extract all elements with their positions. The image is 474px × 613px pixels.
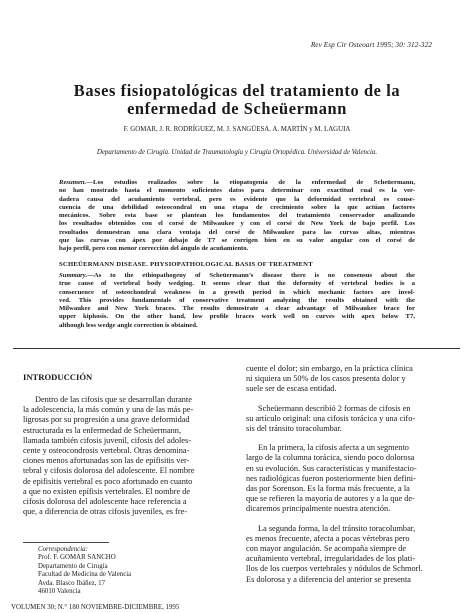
text-line: con mayor angulación. Se acompaña siempre de [246,544,407,554]
section-heading-introduccion: INTRODUCCIÓN [23,372,93,382]
text-line: cuente el dolor; sin embargo, en la práctica clínica [246,364,413,373]
body-column-left [23,395,231,517]
abstract-line: no han mostrado hasta el momento suficientes datos para determinar con exactitud cual es la ver- [59,187,415,195]
text-line: suele ser de escasa entidad. [246,384,337,394]
summary-line: upper kiphosis. On the other hand, low profile braces work well on curves with apex below T7, [59,313,415,321]
correspondence-line: Facultad de Medicina de Valencia [38,571,132,579]
abstract-line: que las curvas con ápex por debajo de T7 se corrigen bien en su valor angular con el corsé de [59,237,415,245]
text-line: a que no existen epífisis vertebrales. El nombre de [23,486,191,496]
text-line: estructurada es la enfermedad de Scheüermann, [23,425,182,435]
article-title [0,82,474,118]
text-line: nes radiológicas fueron posteriormente bien defini- [246,473,416,483]
summary-line: consecuence of osteochondral weakness in a growth period in which mechanic factors are invol- [59,288,415,296]
text-line: de epifisitis vertebral es poco afortunado en cuanto [23,476,193,486]
abstract-english [59,272,415,330]
text-line: es menos frecuente, afecta a pocas vértebras pero [246,533,410,543]
summary-line: Milwaukee and New York braces. The results demostrate a clear advantage of Milwaukee brace for [59,305,415,313]
abstract-line: cuencia de una debilidad osteocondral en una etapa de crecimiento sobre la que actúan factores [59,203,415,211]
body-column-right [246,364,454,585]
text-line: llos de los cuerpos vertebrales y nódulos de Schmorl. [246,564,423,574]
text-line: la adolescencia, la más común y una de las más pe- [23,405,194,415]
journal-reference: Rev Esp Cir Osteoart 1995; 30: 312-322 [310,41,432,49]
text-line: su artículo original: una cifosis torácica y una cifo- [246,413,416,423]
text-line: que se refieren la mayoría de autores y a la que de- [246,494,415,504]
abstract-text: —Los estudios realizados sobre la etiopatogenia de la enfermedad de Scheüermann, [86,179,415,186]
text-line: Scheüermann describió 2 formas de cifosis en [258,403,411,413]
text-line: que, a diferencia de otras cifosis juveniles, es fre- [23,507,188,517]
abstract-line [59,179,415,187]
correspondence-line: Avda. Blasco Ibáñez, 17 [38,579,106,587]
text-line: das por Sorenson. Es la forma más frecuente, a la [246,484,410,494]
text-line: acuñamiento vertebral, irregularidades de los plati- [246,554,416,564]
summary-line: true cause of vertebral body wedging. It seems clear that the deformity of vertebral bodies is a [59,280,415,288]
title-line-2: enfermedad de Scheüermann [127,99,347,118]
abstract-line: bajo perfil, pero con menor corrección del ángulo de acuñamiento. [59,245,249,253]
text-line: ligrosas por su progresión a una grave deformidad [23,415,190,425]
correspondence-rule [23,542,109,543]
summary-line: ved. This provides fundamentals of conservative treatment analyzing the results obtained with the [59,296,415,304]
resumen-label: Resumen. [59,179,87,186]
page-footer: VOLUMEN 30; N.° 180 NOVIEMBRE-DICIEMBRE, 1995 [11,604,180,611]
text-line: dicaremos principalmente nuestra atención. [246,504,391,514]
text-line: en su evolución. Sus características y manifestacio- [246,463,417,473]
text-line: sis del tránsito toracolumbar. [246,424,342,434]
text-line: tebral y cifosis dolorosa del adolescente. El nombre [23,466,195,476]
text-line: La segunda forma, la del tránsito toracolumbar, [258,523,416,533]
text-line: ciones menos afortunadas son las de epifisitis ver- [23,456,190,466]
text-line: Dentro de las cifosis que se desarrollan durante [35,395,192,404]
text-line: Es dolorosa y a diferencia del anterior se presenta [246,574,411,584]
correspondence-line: 46010 Valencia [38,588,81,596]
summary-line [59,272,415,280]
summary-text: —As to the ethiopathogeny of Scheüermann’s disease there is no consensus about the [87,272,415,279]
correspondence [38,546,131,596]
summary-label: Summary. [59,272,88,279]
text-line: ni siquiera un 50% de los casos presenta dolor y [246,374,406,384]
correspondence-label: Correspondencia: [38,546,88,553]
section-separator [13,348,460,349]
summary-line: although less wedge angle correction is obtained. [59,321,198,329]
text-line: cifosis dolorosa del adolescente hace referencia a [23,497,187,507]
authors: F. GOMAR, J. R. RODRÍGUEZ, M. J. SANGÜESA. A. MARTÍN y M. LAGUIA [123,126,351,133]
abstract-line: los resultados obtenidos con el corsé de Milwaukee y con el corsé de New York de bajo perfil. Los [59,220,415,228]
text-line: llamada también cifosis juvenil, cifosis del adoles- [23,435,191,445]
text-line: cente y osteocondrosis vertebral. Otras denomina- [23,446,190,456]
correspondence-line: Prof. F. GOMAR SANCHO [38,554,116,562]
text-line: En la primera, la cifosis afecta a un segmento [258,443,409,453]
affiliation: Departamento de Cirugía. Unidad de Traumatología y Cirugía Ortopédica. Universidad de Valencia. [96,149,378,156]
text-line: largo de la columna torácica, siendo poco dolorosa [246,453,415,463]
abstract-line: mecánicos. Sobre esta base se plantean los fundamentos del tratamiento conservador analizando [59,212,415,220]
abstract-line: dadera causa del acuñamiento vertebral, pero es evidente que la deformidad vertebral es conse- [59,195,415,203]
correspondence-line: Departamento de Cirugía [38,562,108,570]
abstract-spanish [59,179,415,254]
abstract-line: resultados demuestran una clara ventaja del corsé de Milwaukee para las curvas altas, mientras [59,228,415,236]
title-line-1: Bases fisiopatológicas del tratamiento de la [73,81,401,100]
english-heading: SCHEÜERMANN DISEASE. PHYSIOPATHOLOGICAL BASIS OF TREATMENT [59,261,313,268]
